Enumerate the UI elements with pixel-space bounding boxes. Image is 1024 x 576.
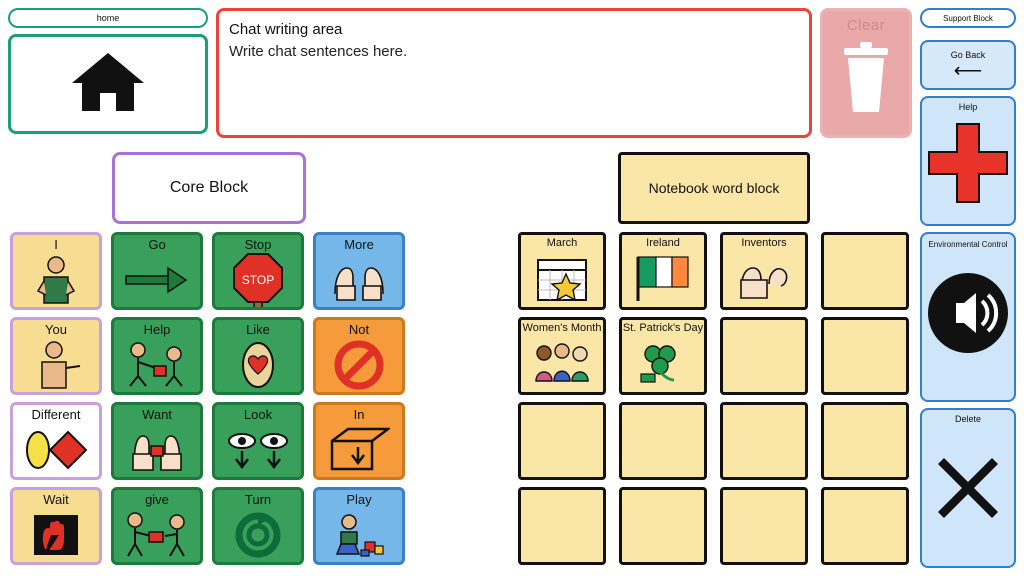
notebook-block-header-text: Notebook word block: [648, 180, 780, 196]
no-entry-icon: [334, 337, 384, 392]
delete-button[interactable]: [920, 408, 1016, 568]
notebook-cell-label: Women's Month: [522, 322, 602, 334]
notebook-cell-st-patrick-s-day[interactable]: [619, 317, 707, 395]
left-arrow-icon: ⟵: [953, 60, 983, 82]
x-icon: [932, 452, 1004, 529]
green-arrow-icon: [124, 252, 190, 307]
notebook-block-header[interactable]: [618, 152, 810, 224]
core-cell-label: Play: [346, 492, 372, 507]
core-cell-label: Turn: [244, 492, 272, 507]
clear-button[interactable]: [820, 8, 912, 138]
chat-line-1: Chat writing area: [229, 21, 343, 38]
eyes-looking-icon: [226, 422, 290, 477]
core-cell-more[interactable]: [313, 232, 405, 310]
notebook-cell-empty-7[interactable]: [821, 317, 909, 395]
go-back-button[interactable]: [920, 40, 1016, 90]
core-cell-label: Go: [148, 237, 166, 252]
thumb-heart-icon: [234, 337, 282, 392]
notebook-cell-label: Inventors: [741, 237, 787, 249]
child-playing-icon: [331, 507, 387, 562]
core-cell-label: Look: [243, 407, 273, 422]
notebook-cell-women-s-month[interactable]: [518, 317, 606, 395]
core-cell-look[interactable]: [212, 402, 304, 480]
core-block-header[interactable]: [112, 152, 306, 224]
clear-label: Clear: [846, 17, 886, 34]
core-cell-play[interactable]: [313, 487, 405, 565]
notebook-cell-empty-10[interactable]: [720, 402, 808, 480]
notebook-cell-label: Ireland: [646, 237, 680, 249]
person-giving-icon: [125, 507, 189, 562]
core-cell-turn[interactable]: [212, 487, 304, 565]
core-cell-label: Wait: [43, 492, 69, 507]
lightbulb-hand-icon: [735, 249, 793, 307]
two-people-helping-icon: [126, 337, 188, 392]
notebook-cell-inventors[interactable]: [720, 232, 808, 310]
home-button[interactable]: [8, 34, 208, 134]
core-cell-stop[interactable]: [212, 232, 304, 310]
core-cell-label: Help: [143, 322, 171, 337]
shamrock-icon: [635, 334, 691, 392]
notebook-cell-empty-3[interactable]: [821, 232, 909, 310]
into-box-icon: [328, 422, 390, 477]
notebook-cell-empty-13[interactable]: [619, 487, 707, 565]
circular-arrow-icon: [234, 507, 282, 562]
notebook-cell-empty-9[interactable]: [619, 402, 707, 480]
core-cell-label: I: [54, 237, 58, 252]
support-block-text: Support Block: [943, 13, 993, 23]
core-cell-label: give: [145, 492, 169, 507]
notebook-cell-empty-8[interactable]: [518, 402, 606, 480]
raised-hand-icon: [32, 507, 80, 562]
core-cell-label: Like: [246, 322, 270, 337]
calendar-star-icon: [536, 249, 588, 307]
core-cell-different[interactable]: [10, 402, 102, 480]
core-cell-label: Different: [31, 407, 81, 422]
notebook-cell-empty-15[interactable]: [821, 487, 909, 565]
notebook-cell-empty-6[interactable]: [720, 317, 808, 395]
core-cell-in[interactable]: [313, 402, 405, 480]
core-cell-go[interactable]: [111, 232, 203, 310]
house-icon: [68, 47, 148, 122]
svg-text:STOP: STOP: [241, 273, 275, 287]
stop-sign-icon: [232, 252, 284, 310]
go-back-label: Go Back: [950, 50, 986, 60]
core-cell-i[interactable]: [10, 232, 102, 310]
home-label: [8, 8, 208, 28]
red-cross-icon: [926, 112, 1010, 217]
environmental-control-button[interactable]: [920, 232, 1016, 402]
core-block-header-text: Core Block: [169, 179, 249, 196]
core-cell-help[interactable]: [111, 317, 203, 395]
core-cell-like[interactable]: [212, 317, 304, 395]
notebook-cell-ireland[interactable]: [619, 232, 707, 310]
core-cell-not[interactable]: [313, 317, 405, 395]
environmental-control-label: Environmental Control: [928, 240, 1008, 249]
core-cell-label: Stop: [244, 237, 272, 252]
notebook-cell-march[interactable]: [518, 232, 606, 310]
home-label-text: home: [96, 13, 120, 23]
notebook-cell-label: St. Patrick's Day: [622, 322, 704, 334]
core-cell-label: In: [353, 407, 365, 422]
hands-reaching-icon: [127, 422, 187, 477]
core-cell-label: Want: [142, 407, 172, 422]
hands-together-icon: [329, 252, 389, 307]
irish-flag-icon: [634, 249, 692, 307]
help-label: Help: [958, 102, 978, 112]
oval-diamond-icon: [22, 422, 90, 477]
core-cell-wait[interactable]: [10, 487, 102, 565]
core-cell-label: Not: [348, 322, 370, 337]
notebook-cell-empty-14[interactable]: [720, 487, 808, 565]
chat-line-2: Write chat sentences here.: [229, 42, 408, 60]
help-button[interactable]: [920, 96, 1016, 226]
trash-icon: [838, 40, 894, 123]
notebook-cell-empty-12[interactable]: [518, 487, 606, 565]
notebook-cell-empty-11[interactable]: [821, 402, 909, 480]
core-cell-label: More: [344, 237, 374, 252]
group-of-women-icon: [532, 334, 592, 392]
support-block-label: [920, 8, 1016, 28]
speaker-icon: [926, 271, 1010, 360]
core-cell-give[interactable]: [111, 487, 203, 565]
core-cell-you[interactable]: [10, 317, 102, 395]
notebook-cell-label: March: [546, 237, 578, 249]
person-pointing-out-icon: [28, 337, 84, 392]
core-cell-label: You: [45, 322, 67, 337]
core-cell-want[interactable]: [111, 402, 203, 480]
delete-label: Delete: [954, 414, 981, 424]
chat-writing-area[interactable]: [216, 8, 812, 138]
person-pointing-self-icon: [30, 252, 82, 307]
